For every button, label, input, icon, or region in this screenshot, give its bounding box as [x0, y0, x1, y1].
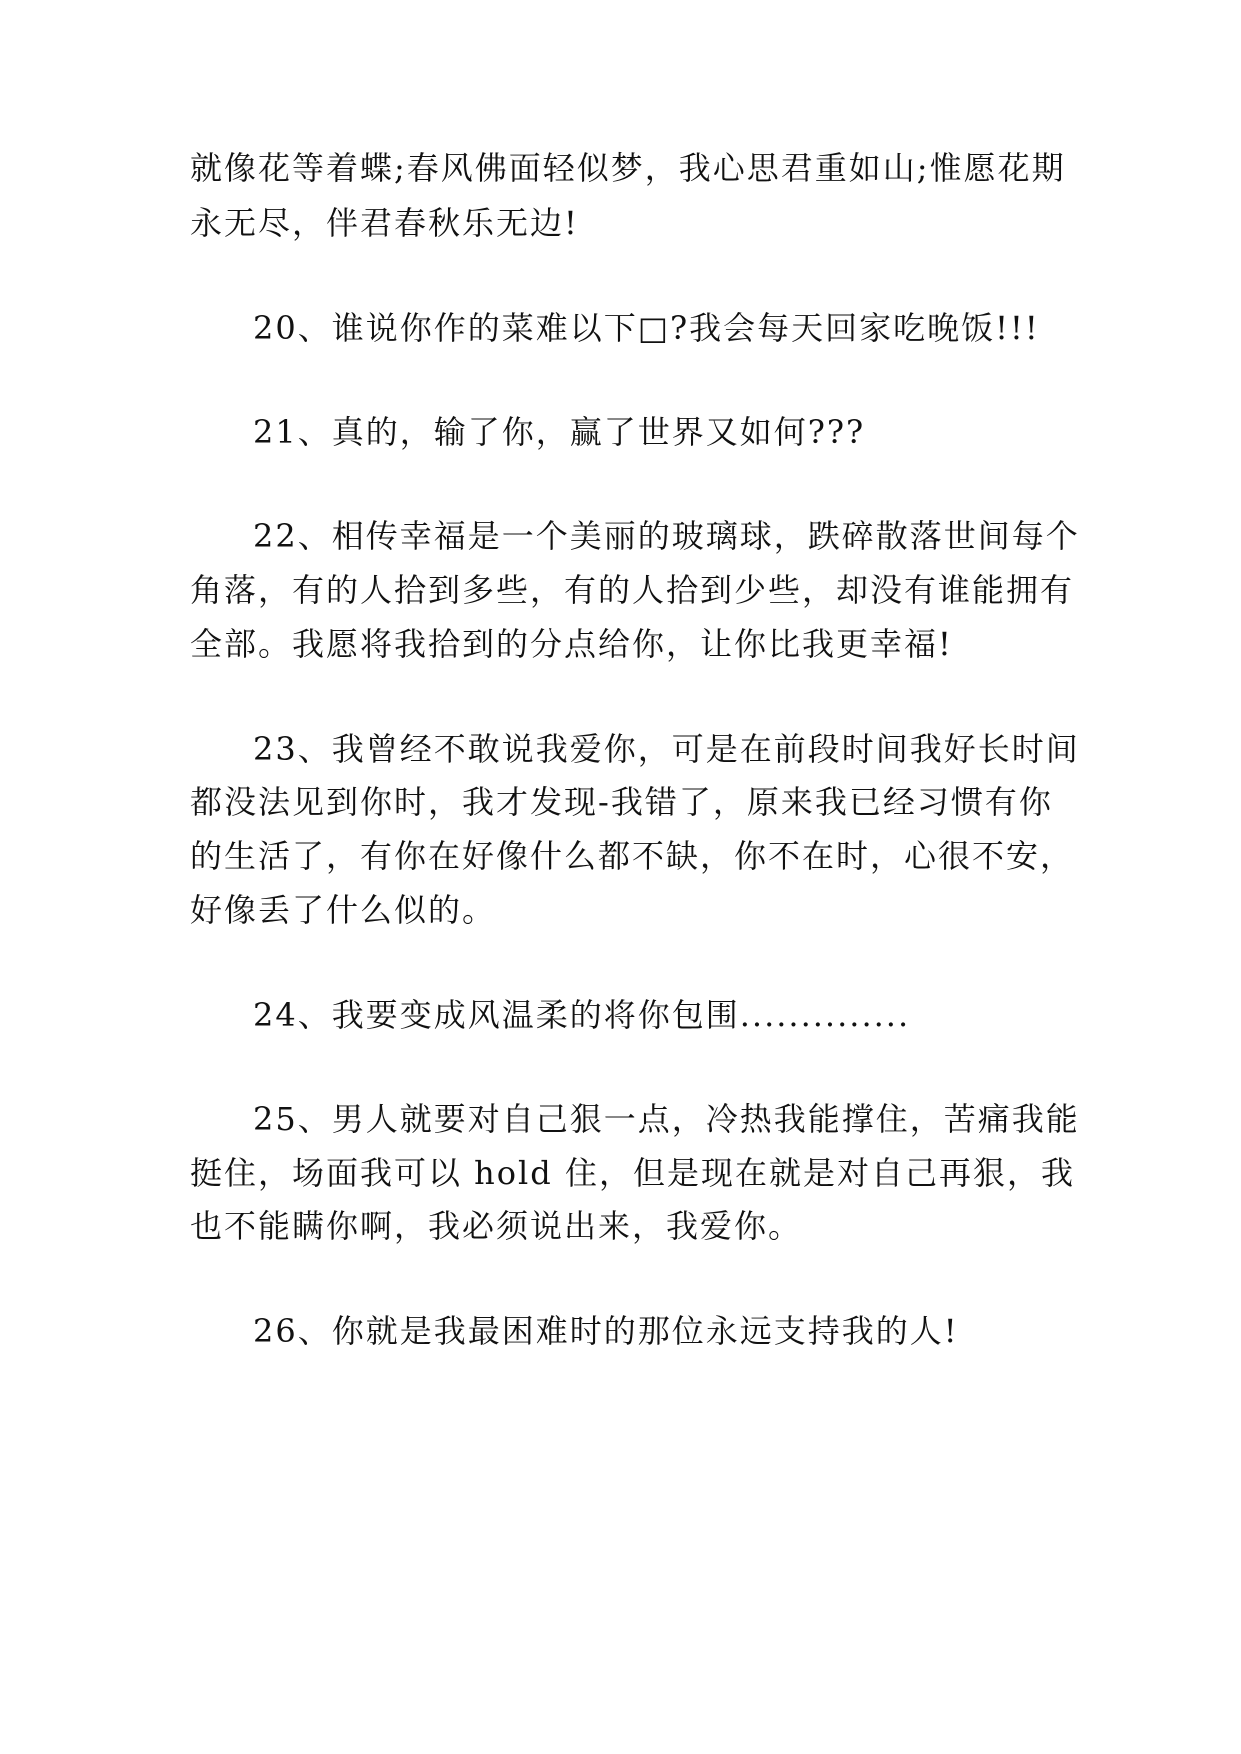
paragraph-line: 25、男人就要对自己狠一点，冷热我能撑住，苦痛我能 — [253, 1100, 1080, 1138]
paragraph-line: 22、相传幸福是一个美丽的玻璃球，跌碎散落世间每个 — [253, 517, 1080, 555]
paragraph-line: 也不能瞒你啊，我必须说出来，我爱你。 — [190, 1207, 803, 1245]
paragraph-line: 就像花等着蝶;春风佛面轻似梦，我心思君重如山;惟愿花期 — [190, 149, 1066, 187]
paragraph-line: 23、我曾经不敢说我爱你，可是在前段时间我好长时间 — [253, 730, 1080, 768]
paragraph-line: 挺住，场面我可以 hold 住，但是现在就是对自己再狠，我 — [190, 1154, 1075, 1192]
paragraph-line: 角落，有的人拾到多些，有的人拾到少些，却没有谁能拥有 — [190, 571, 1075, 609]
paragraph-line: 好像丢了什么似的。 — [190, 891, 497, 929]
paragraph-line: 21、真的，输了你，赢了世界又如何??? — [253, 413, 866, 451]
paragraph-line: 20、谁说你作的菜难以下□?我会每天回家吃晚饭!!! — [253, 309, 1040, 347]
paragraph-line: 永无尽，伴君春秋乐无边! — [190, 204, 579, 242]
paragraph-line: 26、你就是我最困难时的那位永远支持我的人! — [253, 1312, 959, 1350]
paragraph-line: 的生活了，有你在好像什么都不缺，你不在时，心很不安， — [190, 837, 1075, 875]
paragraph-line: 都没法见到你时，我才发现-我错了，原来我已经习惯有你 — [190, 783, 1053, 821]
paragraph-line: 24、我要变成风温柔的将你包围.............. — [253, 996, 911, 1034]
paragraph-line: 全部。我愿将我拾到的分点给你，让你比我更幸福! — [190, 625, 953, 663]
